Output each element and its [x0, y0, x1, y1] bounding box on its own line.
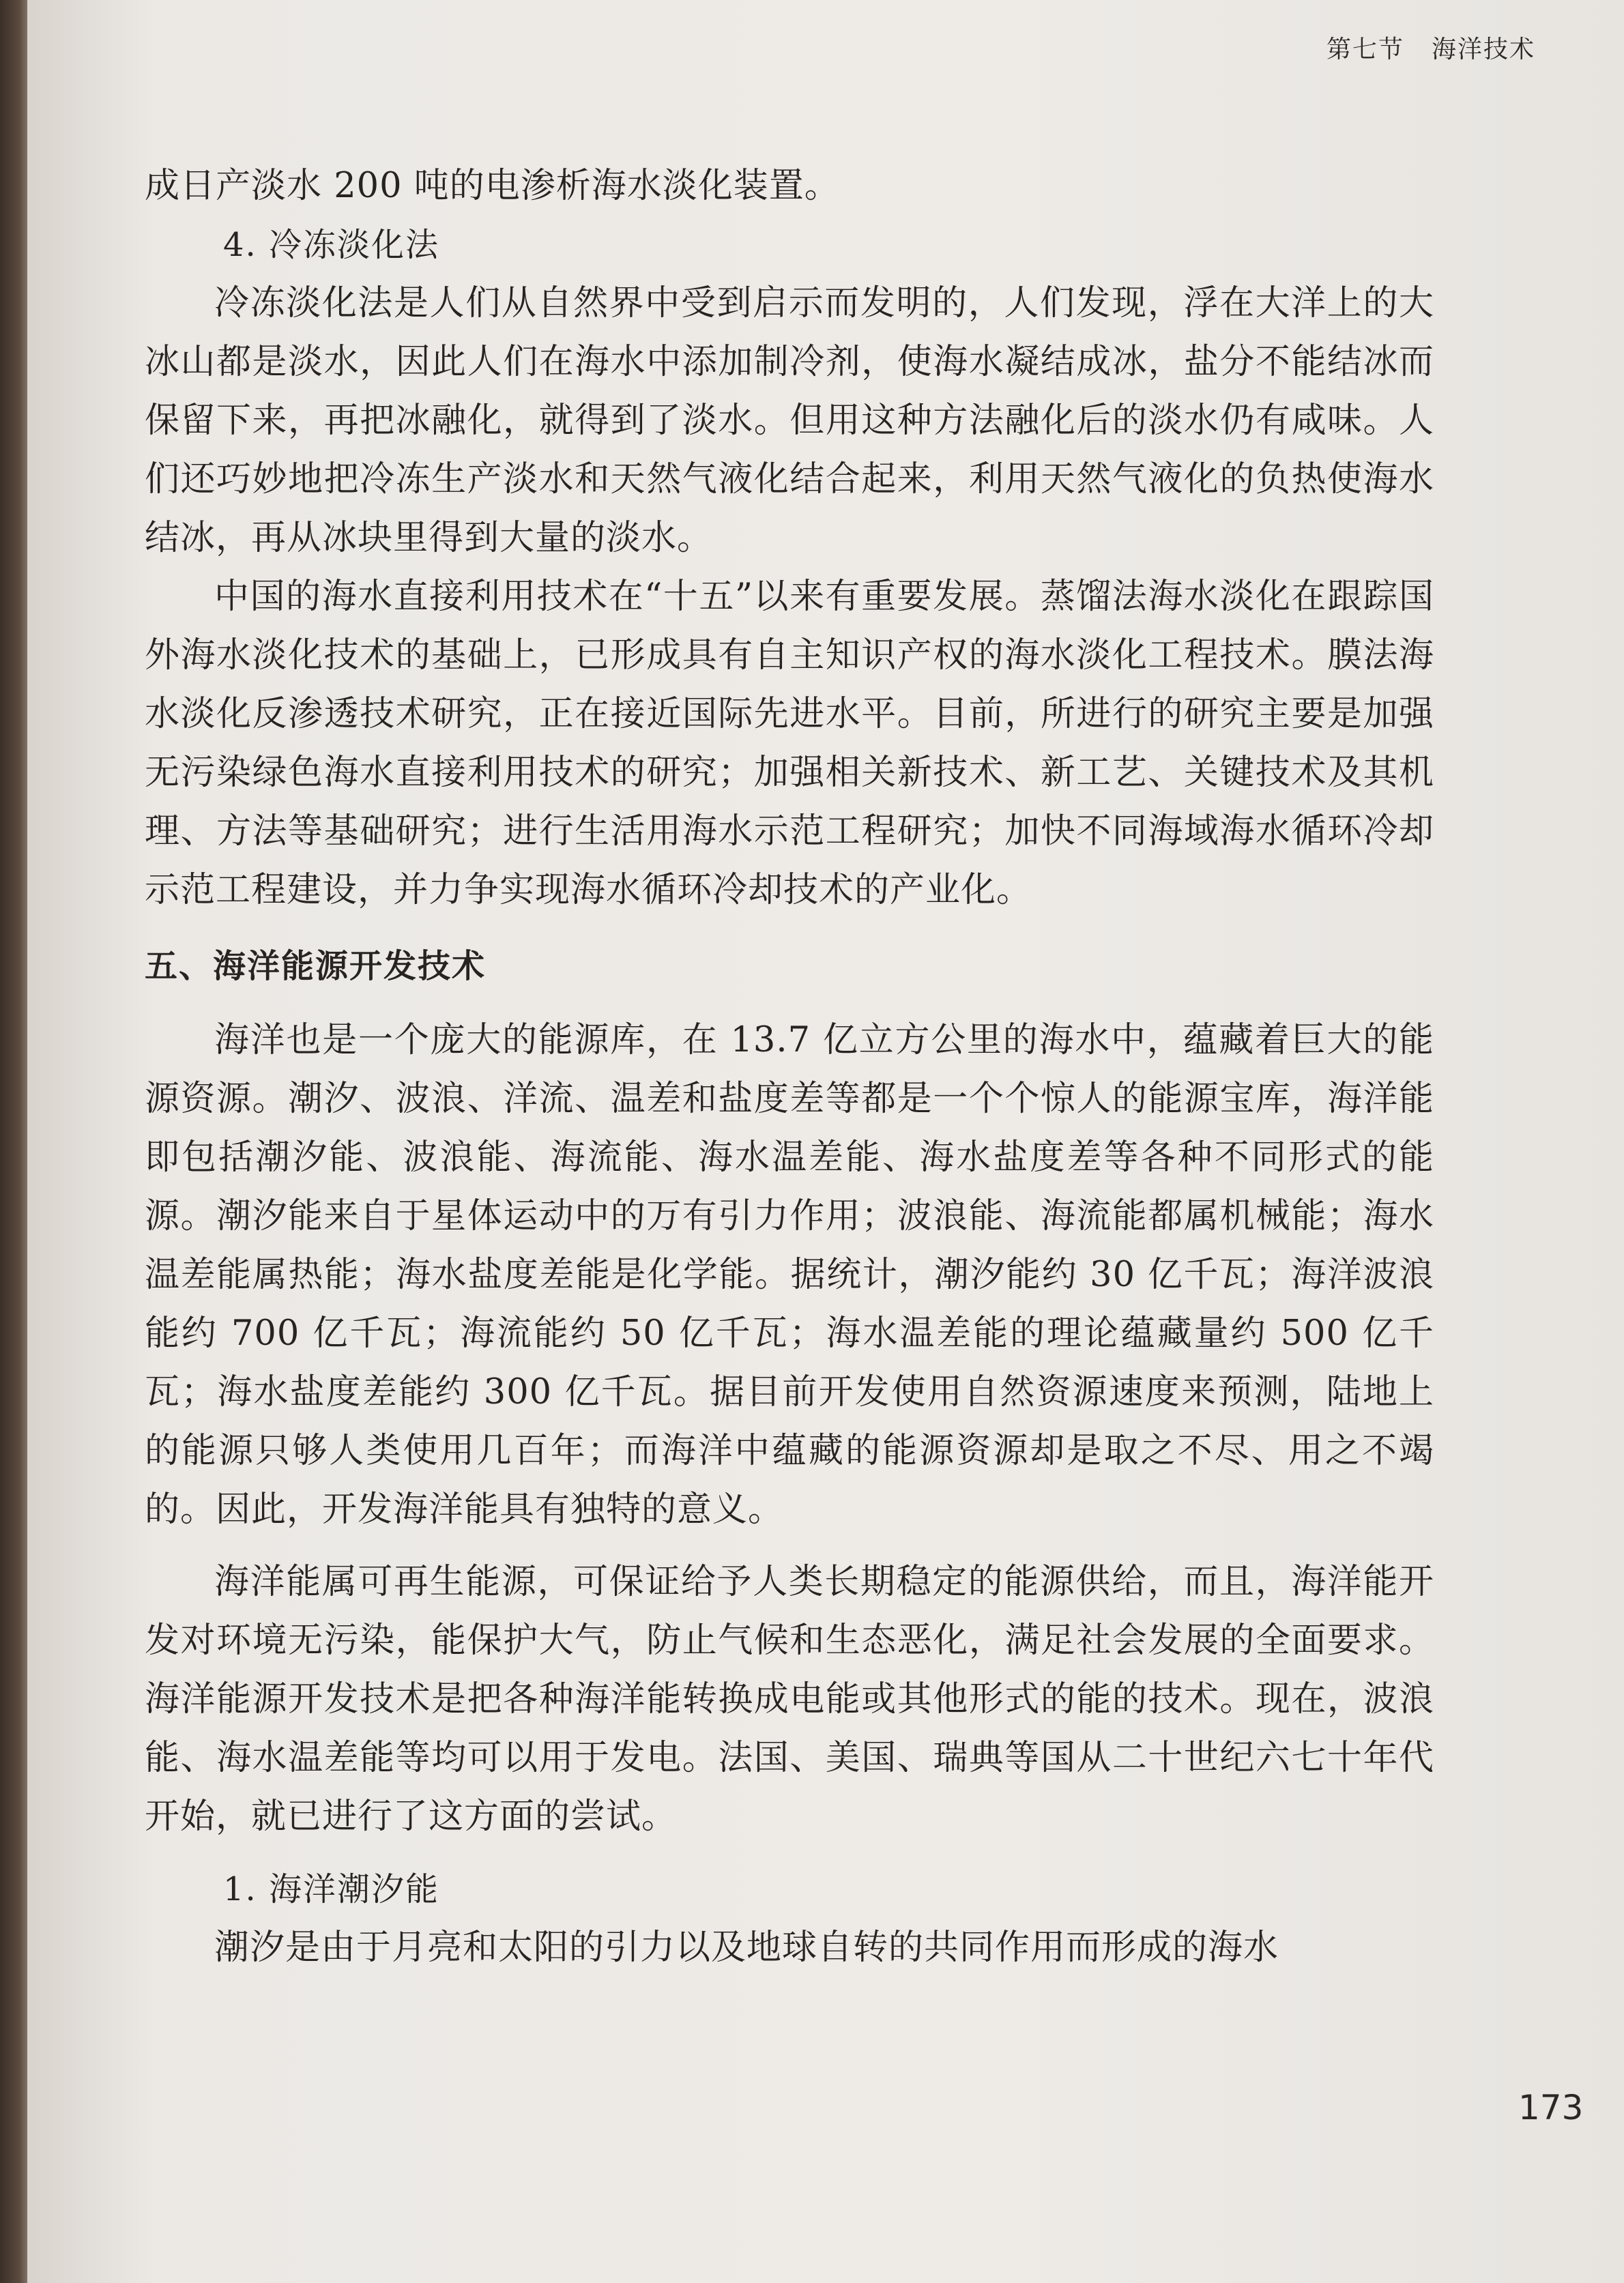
subheading-tidal-energy: 1. 海洋潮汐能 [223, 1870, 440, 1908]
paragraph-china-seawater-utilization: 中国的海水直接利用技术在“十五”以来有重要发展。蒸馏法海水淡化在跟踪国外海水淡化技术的基础上，已形成具有自主知识产权的海水淡化工程技术。膜法海水淡化反渗透技术研究，正在接近国际先进水平。目前，所进行的研究主要是加强无污染绿色海水直接利用技术的研究；加强相关新技术、新工艺、关键技术及其机理、方法等基础研究；进行生活用海水示范工程研究；加快不同海域海水循环冷却示范工程建设，并力争实现海水循环冷却技术的产业化。 [145, 577, 1434, 910]
page-number: 173 [1518, 2088, 1584, 2127]
paragraph-renewable-ocean-energy: 海洋能属可再生能源，可保证给予人类长期稳定的能源供给，而且，海洋能开发对环境无污染，能保护大气，防止气候和生态恶化，满足社会发展的全面要求。海洋能源开发技术是把各种海洋能转换成电能或其他形式的能的技术。现在，波浪能、海水温差能等均可以用于发电。法国、美国、瑞典等国从二十世纪六七十年代开始，就已进行了这方面的尝试。 [145, 1562, 1434, 1837]
running-head-title: 海洋技术 [1431, 35, 1535, 63]
paragraph-tidal-energy: 潮汐是由于月亮和太阳的引力以及地球自转的共同作用而形成的海水 [214, 1928, 1279, 1968]
paragraph-freeze-desalination: 冷冻淡化法是人们从自然界中受到启示而发明的，人们发现，浮在大洋上的大冰山都是淡水，因此人们在海水中添加制冷剂，使海水凝结成冰，盐分不能结冰而保留下来，再把冰融化，就得到了淡水。但用这种方法融化后的淡水仍有咸味。人们还巧妙地把冷冻生产淡水和天然气液化结合起来，利用天然气液化的负热使海水结冰，再从冰块里得到大量的淡水。 [145, 283, 1434, 558]
section-heading-ocean-energy: 五、海洋能源开发技术 [145, 947, 487, 985]
running-head [1326, 30, 1535, 65]
body-text [145, 157, 1434, 1977]
paragraph-electrodialysis-end: 成日产淡水 200 吨的电渗析海水淡化装置。 [145, 166, 840, 206]
book-page [27, 0, 1624, 2283]
paragraph-ocean-energy-reserves: 海洋也是一个庞大的能源库，在 13.7 亿立方公里的海水中，蕴藏着巨大的能源资源。潮汐、波浪、洋流、温差和盐度差等都是一个个惊人的能源宝库，海洋能即包括潮汐能、波浪能、海流能、海水温差能、海水盐度差等各种不同形式的能源。潮汐能来自于星体运动中的万有引力作用；波浪能、海流能都属机械能；海水温差能属热能；海水盐度差能是化学能。据统计，潮汐能约 30 亿千瓦；海洋波浪能约 700 亿千瓦；海流能约 50 亿千瓦；海水温差能的理论蕴藏量约 500 亿千瓦；海水盐度差能约 300 亿千瓦。据目前开发使用自然资源速度来预测，陆地上的能源只够人类使用几百年；而海洋中蕴藏的能源资源却是取之不尽、用之不竭的。因此，开发海洋能具有独特的意义。 [145, 1020, 1434, 1530]
running-head-section: 第七节 [1326, 35, 1404, 63]
subheading-freeze-desalination: 4. 冷冻淡化法 [223, 226, 440, 264]
